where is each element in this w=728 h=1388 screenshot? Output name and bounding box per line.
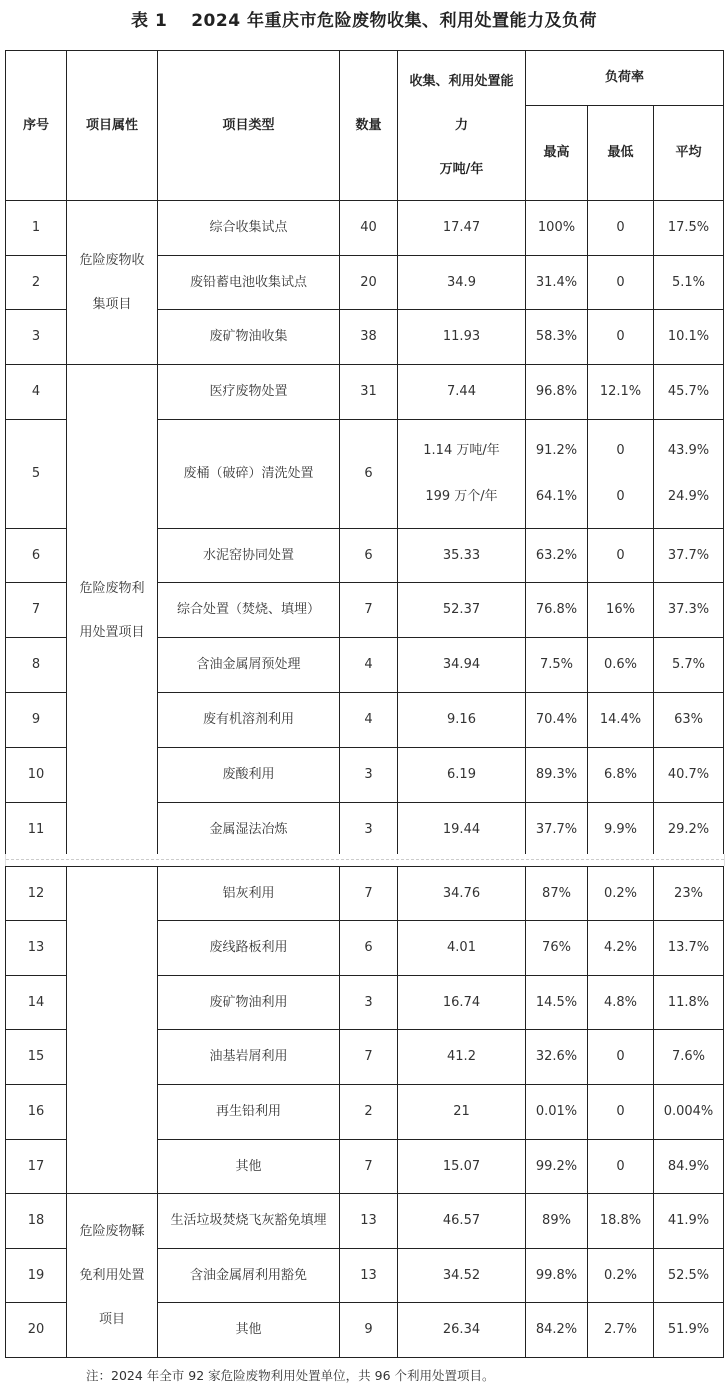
cell-max <box>526 420 588 529</box>
header-type: 项目类型 <box>158 51 340 201</box>
cell-no: 5 <box>6 420 67 529</box>
cell-max: 14.5% <box>526 976 588 1030</box>
cell-count: 31 <box>340 365 398 420</box>
cell-capacity: 7.44 <box>398 365 526 420</box>
header-count: 数量 <box>340 51 398 201</box>
cell-min: 4.8% <box>588 976 654 1030</box>
cell-min: 9.9% <box>588 803 654 857</box>
cell-capacity: 16.74 <box>398 976 526 1030</box>
cell-count: 6 <box>340 921 398 976</box>
cell-min: 0 <box>588 201 654 256</box>
data-table-upper <box>5 50 724 857</box>
cell-max: 0.01% <box>526 1085 588 1140</box>
cell-count: 2 <box>340 1085 398 1140</box>
cell-avg: 51.9% <box>654 1303 724 1358</box>
cell-max-line1: 91.2% <box>535 443 578 458</box>
header-max: 最高 <box>526 106 588 201</box>
cell-avg: 11.8% <box>654 976 724 1030</box>
cell-capacity: 4.01 <box>398 921 526 976</box>
cell-type: 废铅蓄电池收集试点 <box>158 256 340 310</box>
cell-max: 76% <box>526 921 588 976</box>
cell-avg: 17.5% <box>654 201 724 256</box>
cell-min: 14.4% <box>588 693 654 748</box>
table-row <box>6 201 724 256</box>
cell-no: 15 <box>6 1030 67 1085</box>
cell-capacity: 34.9 <box>398 256 526 310</box>
group-collect <box>67 201 158 365</box>
cell-capacity: 15.07 <box>398 1140 526 1194</box>
cell-max: 87% <box>526 867 588 921</box>
cell-no: 10 <box>6 748 67 803</box>
cell-count: 13 <box>340 1194 398 1249</box>
cell-max: 63.2% <box>526 529 588 583</box>
cell-avg: 37.7% <box>654 529 724 583</box>
cell-capacity: 41.2 <box>398 1030 526 1085</box>
cell-min: 0 <box>588 1140 654 1194</box>
cell-no: 6 <box>6 529 67 583</box>
cell-capacity-line2: 199 万个/年 <box>425 489 498 504</box>
cell-max: 84.2% <box>526 1303 588 1358</box>
cell-count: 38 <box>340 310 398 365</box>
group-landfill-line3: 项目 <box>98 1311 125 1327</box>
cell-type: 废桶（破碎）清洗处置 <box>158 420 340 529</box>
cell-avg: 5.1% <box>654 256 724 310</box>
cell-type: 含油金属屑预处理 <box>158 638 340 693</box>
cell-count: 7 <box>340 867 398 921</box>
cell-max: 32.6% <box>526 1030 588 1085</box>
header-load: 负荷率 <box>526 51 724 106</box>
cell-min: 0.6% <box>588 638 654 693</box>
table-title: 表 1 2024 年重庆市危险废物收集、利用处置能力及负荷 <box>131 11 597 31</box>
cell-capacity: 34.94 <box>398 638 526 693</box>
cell-no: 1 <box>6 201 67 256</box>
cell-capacity: 11.93 <box>398 310 526 365</box>
cell-type: 金属湿法冶炼 <box>158 803 340 857</box>
cell-min: 0.2% <box>588 1249 654 1303</box>
cell-count: 3 <box>340 748 398 803</box>
cell-type: 综合处置（焚烧、填埋） <box>158 583 340 638</box>
cell-min: 0 <box>588 256 654 310</box>
header-min: 最低 <box>588 106 654 201</box>
cell-count: 4 <box>340 638 398 693</box>
cell-avg-line2: 24.9% <box>667 489 710 504</box>
header-no: 序号 <box>6 51 67 201</box>
cell-type: 生活垃圾焚烧飞灰豁免填埋 <box>158 1194 340 1249</box>
header-capacity <box>398 51 526 201</box>
cell-type: 含油金属屑利用豁免 <box>158 1249 340 1303</box>
cell-no: 8 <box>6 638 67 693</box>
cell-min: 4.2% <box>588 921 654 976</box>
cell-count: 9 <box>340 1303 398 1358</box>
cell-capacity: 19.44 <box>398 803 526 857</box>
cell-min: 0 <box>588 1085 654 1140</box>
cell-capacity: 52.37 <box>398 583 526 638</box>
cell-no: 3 <box>6 310 67 365</box>
header-avg: 平均 <box>654 106 724 201</box>
header-capacity-unit: 万吨/年 <box>439 161 484 177</box>
cell-avg: 10.1% <box>654 310 724 365</box>
header-capacity-line2: 力 <box>454 117 468 133</box>
cell-max: 7.5% <box>526 638 588 693</box>
cell-capacity-line1: 1.14 万吨/年 <box>423 443 500 458</box>
cell-capacity: 26.34 <box>398 1303 526 1358</box>
header-capacity-line1: 收集、利用处置能 <box>409 73 514 89</box>
cell-no: 2 <box>6 256 67 310</box>
cell-avg: 84.9% <box>654 1140 724 1194</box>
cell-avg: 29.2% <box>654 803 724 857</box>
cell-min: 6.8% <box>588 748 654 803</box>
cell-max: 99.8% <box>526 1249 588 1303</box>
table-row <box>6 365 724 420</box>
cell-capacity: 17.47 <box>398 201 526 256</box>
cell-max: 70.4% <box>526 693 588 748</box>
cell-avg: 52.5% <box>654 1249 724 1303</box>
cell-capacity: 9.16 <box>398 693 526 748</box>
cell-avg: 41.9% <box>654 1194 724 1249</box>
table-row <box>6 1194 724 1249</box>
cell-min-line2: 0 <box>616 489 625 504</box>
cell-count: 40 <box>340 201 398 256</box>
cell-avg: 63% <box>654 693 724 748</box>
cell-no: 13 <box>6 921 67 976</box>
cell-count: 7 <box>340 1030 398 1085</box>
cell-count: 4 <box>340 693 398 748</box>
table-row <box>6 867 724 921</box>
cell-avg-line1: 43.9% <box>667 443 710 458</box>
cell-max: 31.4% <box>526 256 588 310</box>
cell-max: 99.2% <box>526 1140 588 1194</box>
cell-type: 再生铅利用 <box>158 1085 340 1140</box>
cell-capacity: 6.19 <box>398 748 526 803</box>
cell-no: 18 <box>6 1194 67 1249</box>
cell-min <box>588 420 654 529</box>
cell-no: 4 <box>6 365 67 420</box>
group-utilize-line2: 用处置项目 <box>79 624 145 640</box>
cell-capacity: 46.57 <box>398 1194 526 1249</box>
cell-count: 6 <box>340 420 398 529</box>
cell-type: 油基岩屑利用 <box>158 1030 340 1085</box>
cell-type: 其他 <box>158 1140 340 1194</box>
group-landfill <box>67 1194 158 1358</box>
cell-type: 铝灰利用 <box>158 867 340 921</box>
cell-capacity: 35.33 <box>398 529 526 583</box>
cell-max: 37.7% <box>526 803 588 857</box>
cell-no: 9 <box>6 693 67 748</box>
cell-min: 18.8% <box>588 1194 654 1249</box>
cell-avg: 13.7% <box>654 921 724 976</box>
cell-no: 12 <box>6 867 67 921</box>
cell-type: 废矿物油利用 <box>158 976 340 1030</box>
group-landfill-line2: 免利用处置 <box>79 1267 145 1283</box>
cell-min-line1: 0 <box>616 443 625 458</box>
cell-max: 89.3% <box>526 748 588 803</box>
cell-no: 16 <box>6 1085 67 1140</box>
cell-min: 0 <box>588 310 654 365</box>
cell-capacity <box>398 420 526 529</box>
table-note: 注：2024 年全市 92 家危险废物利用处置单位，共 96 个利用处置项目。 <box>86 1368 495 1383</box>
cell-no: 14 <box>6 976 67 1030</box>
cell-no: 19 <box>6 1249 67 1303</box>
cell-avg <box>654 420 724 529</box>
cell-count: 7 <box>340 583 398 638</box>
group-landfill-line1: 危险废物鞣 <box>79 1223 145 1239</box>
cell-min: 0.2% <box>588 867 654 921</box>
cell-type: 综合收集试点 <box>158 201 340 256</box>
cell-no: 20 <box>6 1303 67 1358</box>
cell-max: 100% <box>526 201 588 256</box>
cell-count: 6 <box>340 529 398 583</box>
cell-type: 医疗废物处置 <box>158 365 340 420</box>
cell-max: 89% <box>526 1194 588 1249</box>
cell-capacity: 21 <box>398 1085 526 1140</box>
cell-max: 76.8% <box>526 583 588 638</box>
data-table-lower <box>5 866 724 1358</box>
cell-avg: 23% <box>654 867 724 921</box>
cell-avg: 45.7% <box>654 365 724 420</box>
cell-max: 58.3% <box>526 310 588 365</box>
cell-count: 3 <box>340 803 398 857</box>
group-utilize-line1: 危险废物利 <box>79 580 145 596</box>
page-break <box>5 854 725 866</box>
cell-min: 16% <box>588 583 654 638</box>
cell-no: 7 <box>6 583 67 638</box>
cell-min: 0 <box>588 1030 654 1085</box>
cell-type: 废矿物油收集 <box>158 310 340 365</box>
cell-count: 20 <box>340 256 398 310</box>
cell-avg: 40.7% <box>654 748 724 803</box>
cell-max-line2: 64.1% <box>535 489 578 504</box>
cell-capacity: 34.52 <box>398 1249 526 1303</box>
cell-no: 11 <box>6 803 67 857</box>
cell-avg: 37.3% <box>654 583 724 638</box>
cell-min: 2.7% <box>588 1303 654 1358</box>
group-utilize <box>67 365 158 857</box>
header-attr: 项目属性 <box>67 51 158 201</box>
cell-avg: 5.7% <box>654 638 724 693</box>
cell-capacity: 34.76 <box>398 867 526 921</box>
group-collect-line2: 集项目 <box>92 296 132 312</box>
cell-min: 12.1% <box>588 365 654 420</box>
cell-count: 13 <box>340 1249 398 1303</box>
cell-type: 其他 <box>158 1303 340 1358</box>
cell-max: 96.8% <box>526 365 588 420</box>
cell-count: 3 <box>340 976 398 1030</box>
cell-type: 废有机溶剂利用 <box>158 693 340 748</box>
cell-type: 水泥窑协同处置 <box>158 529 340 583</box>
cell-no: 17 <box>6 1140 67 1194</box>
cell-min: 0 <box>588 529 654 583</box>
cell-avg: 0.004% <box>654 1085 724 1140</box>
group-collect-line1: 危险废物收 <box>79 252 145 268</box>
cell-type: 废酸利用 <box>158 748 340 803</box>
cell-avg: 7.6% <box>654 1030 724 1085</box>
group-utilize-continued <box>67 867 158 1194</box>
cell-type: 废线路板利用 <box>158 921 340 976</box>
cell-count: 7 <box>340 1140 398 1194</box>
